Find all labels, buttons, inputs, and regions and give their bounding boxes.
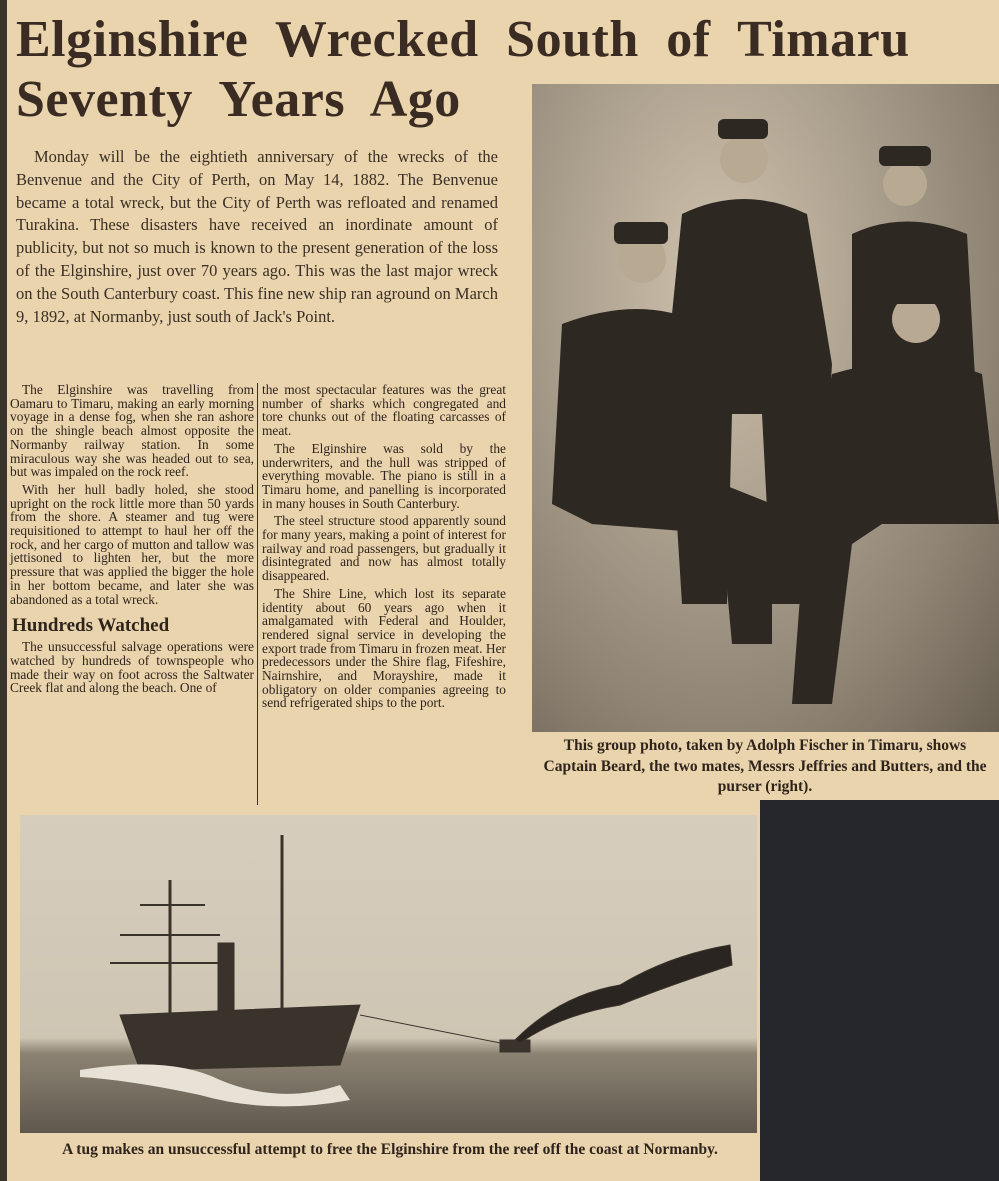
crew-group-photo: [532, 84, 999, 732]
subheading: Hundreds Watched: [12, 615, 170, 637]
article-column-2: [262, 383, 506, 714]
headline: Elginshire Wrecked South of Timaru Seventy Years Ago: [16, 11, 910, 128]
page-edge: [0, 0, 7, 1181]
paragraph: The Elginshire was sold by the underwriters, and the hull was stripped of everything movable. The piano is still in a Timaru home, and panelling is incorporated in many houses in South Canterbury.: [262, 440, 506, 511]
paragraph: The steel structure stood apparently sound for many years, making a point of interest for railway and road passengers, but gradually it disintegrated and now has almost totally disappeared.: [262, 513, 506, 584]
paragraph: With her hull badly holed, she stood upright on the rock little more than 50 yards from the shore. A steamer and tug were requisitioned to attempt to haul her off the rock, and her cargo of mutton and tallow was jettisoned to lighten her, but the more pressure that was applied the bigger the hole in her bottom became, and later she was abandoned as a total wreck.: [10, 481, 254, 607]
shipwreck-photo-caption: A tug makes an unsuccessful attempt to free the Elginshire from the reef off the coast at Normanby.: [62, 1141, 718, 1158]
column-divider: [257, 383, 258, 805]
paragraph: the most spectacular features was the great number of sharks which congregated and tore chunks out of the floating carcasses of meat.: [262, 382, 506, 439]
intro-paragraph: Monday will be the eightieth anniversary of the wrecks of the Benvenue and the City of Perth, on May 14, 1882. The Benvenue became a total wreck, but the City of Perth was refloated and renamed Turakina. These disasters have received an inordinate amount of publicity, but not so much is known to the present generation of the loss of the Elginshire, just over 70 years ago. This was the last major wreck on the South Canterbury coast. This fine new ship ran aground on March 9, 1892, at Normanby, just south of Jack's Point.: [16, 147, 498, 326]
background-dark-area: [760, 800, 999, 1181]
paragraph: The unsuccessful salvage operations were watched by hundreds of townspeople who made their way on foot across the Saltwater Creek flat and along the beach. One of: [10, 639, 254, 696]
crew-photo-caption: This group photo, taken by Adolph Fischer in Timaru, shows Captain Beard, the two mates, Messrs Jeffries and Butters, and the purser (right).: [543, 737, 987, 795]
shipwreck-photo: [20, 815, 757, 1133]
paragraph: The Shire Line, which lost its separate identity about 60 years ago when it amalgamated with Federal and Houlder, rendered signal service in developing the export trade from Timaru in frozen meat. Her predecessors under the Shire flag, Fifeshire, Nairnshire, and Morayshire, made it obligatory on older companies agreeing to send refrigerated ships to the port.: [262, 585, 506, 711]
article-column-1: [10, 383, 254, 699]
paragraph: The Elginshire was travelling from Oamaru to Timaru, making an early morning voyage in a dense fog, when she ran ashore on the shingle beach almost opposite the Normanby railway station. In some miraculous way she was headed out to sea, but was impaled on the rock reef.: [10, 382, 254, 480]
